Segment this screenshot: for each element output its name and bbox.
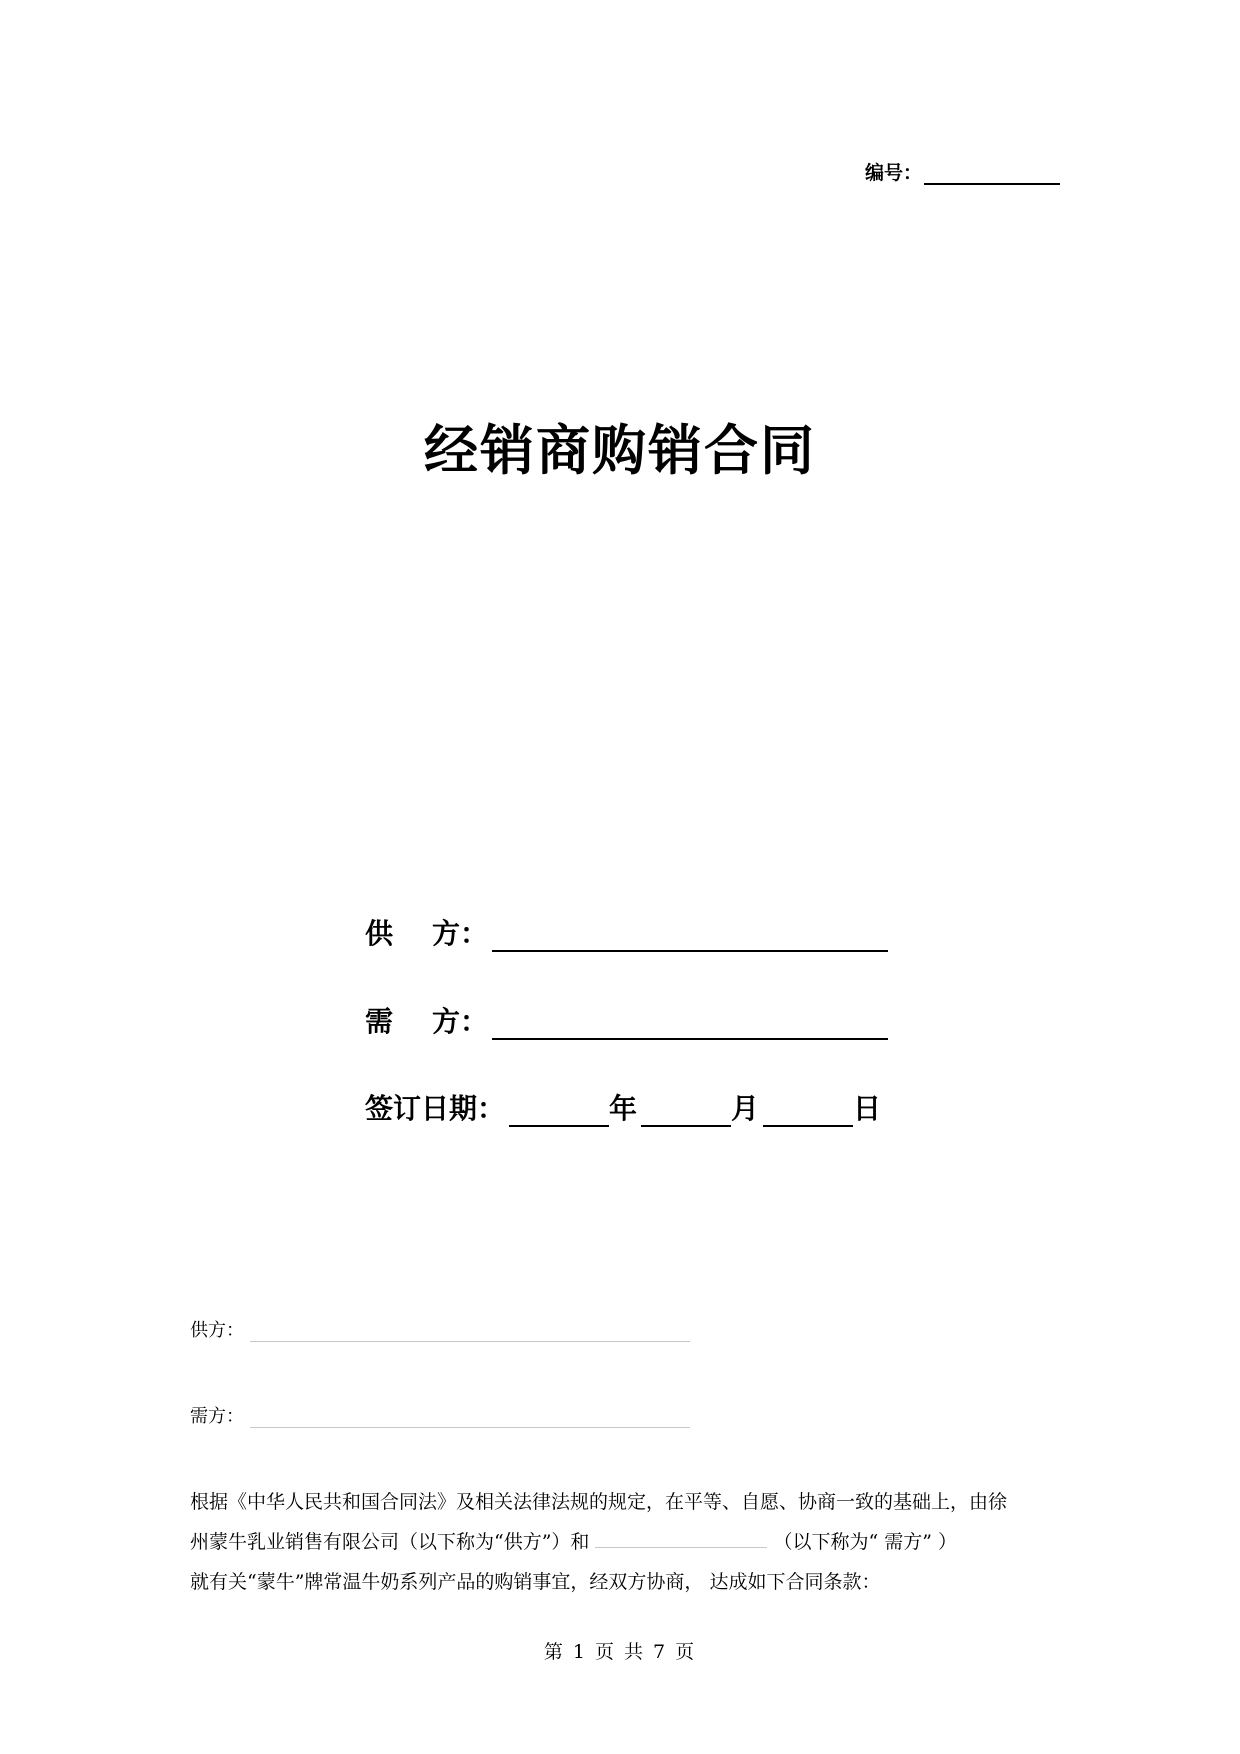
- cover-supplier-label: 供 方：: [365, 917, 488, 950]
- date-year-label: 年: [609, 1092, 638, 1125]
- page-title: 经销商购销合同: [424, 419, 816, 482]
- date-day-label: 日: [853, 1092, 882, 1125]
- body-buyer-blank: [250, 1411, 690, 1428]
- cover-supplier-blank: [492, 922, 888, 952]
- cover-date-label: 签订日期：: [365, 1092, 506, 1125]
- paragraph-line-2-after: （以下称为“ 需方” ）: [773, 1531, 957, 1553]
- cover-buyer-label: 需 方：: [365, 1005, 488, 1038]
- doc-number-blank: [924, 165, 1060, 185]
- intro-paragraph: [190, 1482, 1058, 1602]
- body-supplier-field: [190, 1316, 690, 1342]
- body-buyer-field: [190, 1402, 690, 1428]
- doc-number: [865, 158, 1060, 185]
- page-footer: 第 1 页 共 7 页: [543, 1641, 697, 1663]
- paragraph-line-3: 就有关“蒙牛”牌常温牛奶系列产品的购销事宜，经双方协商， 达成如下合同条款：: [190, 1571, 881, 1593]
- cover-buyer-field: [365, 1000, 888, 1040]
- paragraph-line-2-before: 州蒙牛乳业销售有限公司（以下称为“供方”）和: [190, 1531, 590, 1553]
- body-buyer-label: 需方：: [190, 1406, 244, 1427]
- body-supplier-label: 供方：: [190, 1320, 244, 1341]
- body-supplier-blank: [250, 1325, 690, 1342]
- cover-date-field: [365, 1087, 881, 1127]
- date-month-label: 月: [731, 1092, 760, 1125]
- doc-number-label: 编号：: [864, 162, 922, 184]
- date-day-blank: [763, 1097, 853, 1127]
- date-month-blank: [641, 1097, 731, 1127]
- cover-supplier-field: [365, 912, 888, 952]
- paragraph-line-1: 根据《中华人民共和国合同法》及相关法律法规的规定，在平等、自愿、协商一致的基础上，由徐: [190, 1491, 1008, 1513]
- paragraph-line-2: [190, 1522, 1058, 1562]
- cover-buyer-blank: [492, 1010, 888, 1040]
- buyer-name-blank: [595, 1529, 767, 1548]
- date-year-blank: [509, 1097, 609, 1127]
